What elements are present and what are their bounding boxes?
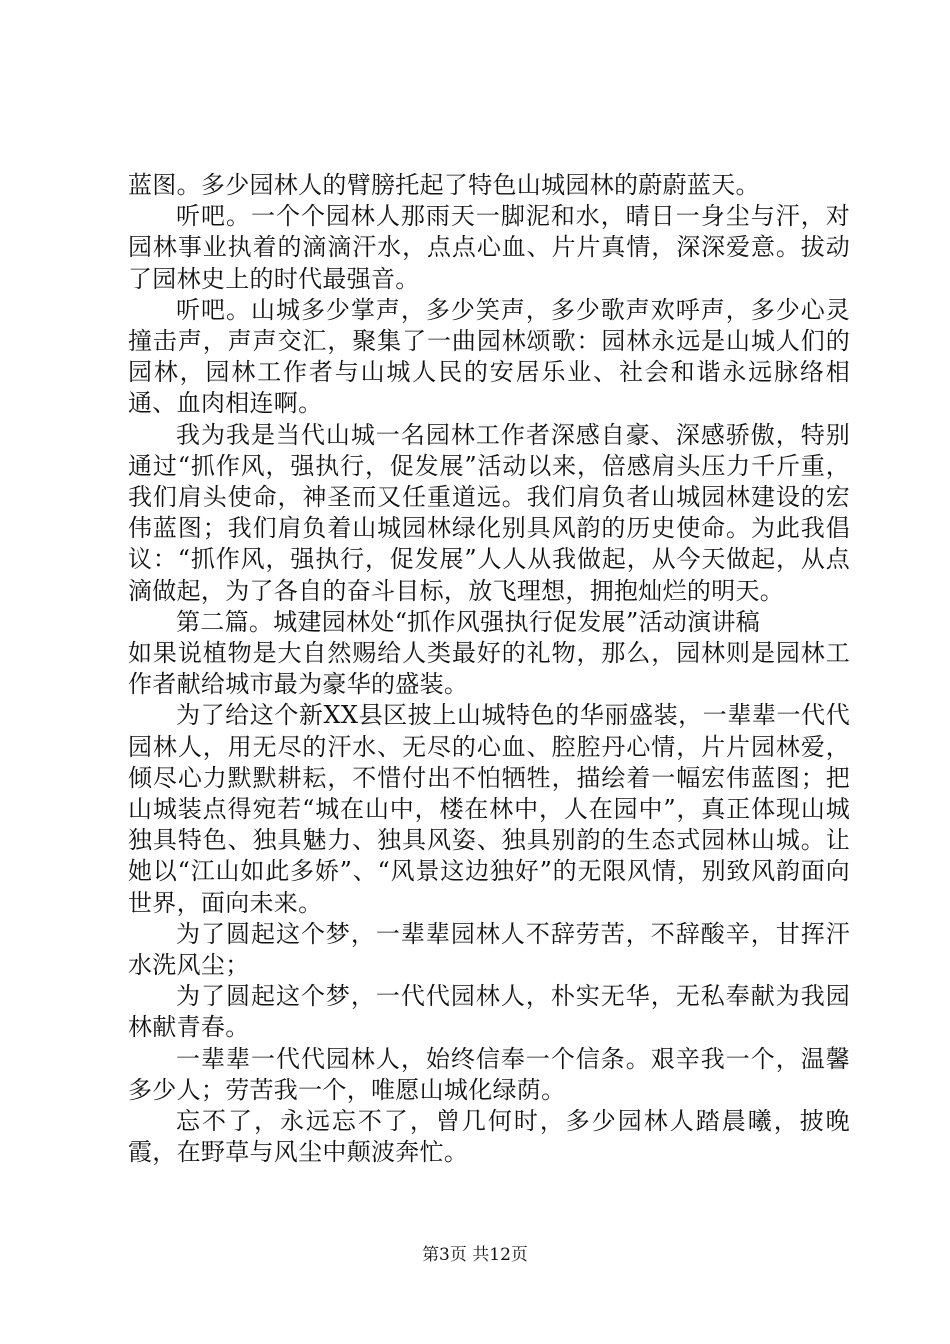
paragraph-3: 听吧。山城多少掌声，多少笑声，多少歌声欢呼声，多少心灵撞击声，声声交汇，聚集了一曲园林颂歌：园林永远是山城人们的园林，园林工作者与山城人民的安居乐业、社会和谐永远脉络相通、血肉相连啊。 [128,295,850,418]
paragraph-10: 忘不了，永远忘不了，曾几何时，多少园林人踏晨曦，披晚霞，在野草与风尘中颠波奔忙。 [128,1107,850,1167]
paragraph-6: 为了给这个新XX县区披上山城特色的华丽盛装，一辈辈一代代园林人，用无尽的汗水、无尽的心血、腔腔丹心情，片片园林爱，倾尽心力默默耕耘，不惜付出不怕牺牲，描绘着一幅宏伟蓝图；把山城装点得宛若“城在山中，楼在林中，人在园中”，真正体现山城独具特色、独具魅力、独具风姿、独具别韵的生态式园林山城。让她以“江山如此多娇”、“风景这边独好”的无限风情，别致风韵面向世界，面向未来。 [128,701,850,917]
paragraph-9: 一辈辈一代代园林人，始终信奉一个信条。艰辛我一个，温馨多少人；劳苦我一个，唯愿山城化绿荫。 [128,1044,850,1104]
paragraph-8: 为了圆起这个梦，一代代园林人，朴实无华，无私奉献为我园林献青春。 [128,982,850,1042]
paragraph-4: 我为我是当代山城一名园林工作者深感自豪、深感骄傲，特别通过“抓作风，强执行，促发展”活动以来，倍感肩头压力千斤重，我们肩头使命，神圣而又任重道远。我们肩负者山城园林建设的宏伟蓝图；我们肩负着山城园林绿化别具风韵的历史使命。为此我倡议：“抓作风，强执行，促发展”人人从我做起，从今天做起，从点滴做起，为了各自的奋斗目标，放飞理想，拥抱灿烂的明天。 [128,420,850,605]
document-body [128,170,850,1169]
section-heading: 第二篇。城建园林处“抓作风强执行促发展”活动演讲稿 [176,607,761,636]
paragraph-1: 蓝图。多少园林人的臂膀托起了特色山城园林的蔚蔚蓝天。 [128,171,760,199]
paragraph-5: 如果说植物是大自然赐给人类最好的礼物，那么，园林则是园林工作者献给城市最为豪华的盛装。 [128,639,850,699]
page-number-footer: 第3页 共12页 [422,1245,528,1265]
paragraph-7: 为了圆起这个梦，一辈辈园林人不辞劳苦，不辞酸辛，甘挥汗水洗风尘； [128,919,850,980]
paragraph-2: 听吧。一个个园林人那雨天一脚泥和水，晴日一身尘与汗，对园林事业执着的滴滴汗水，点点心血、片片真情，深深爱意。拔动了园林史上的时代最强音。 [128,202,850,293]
